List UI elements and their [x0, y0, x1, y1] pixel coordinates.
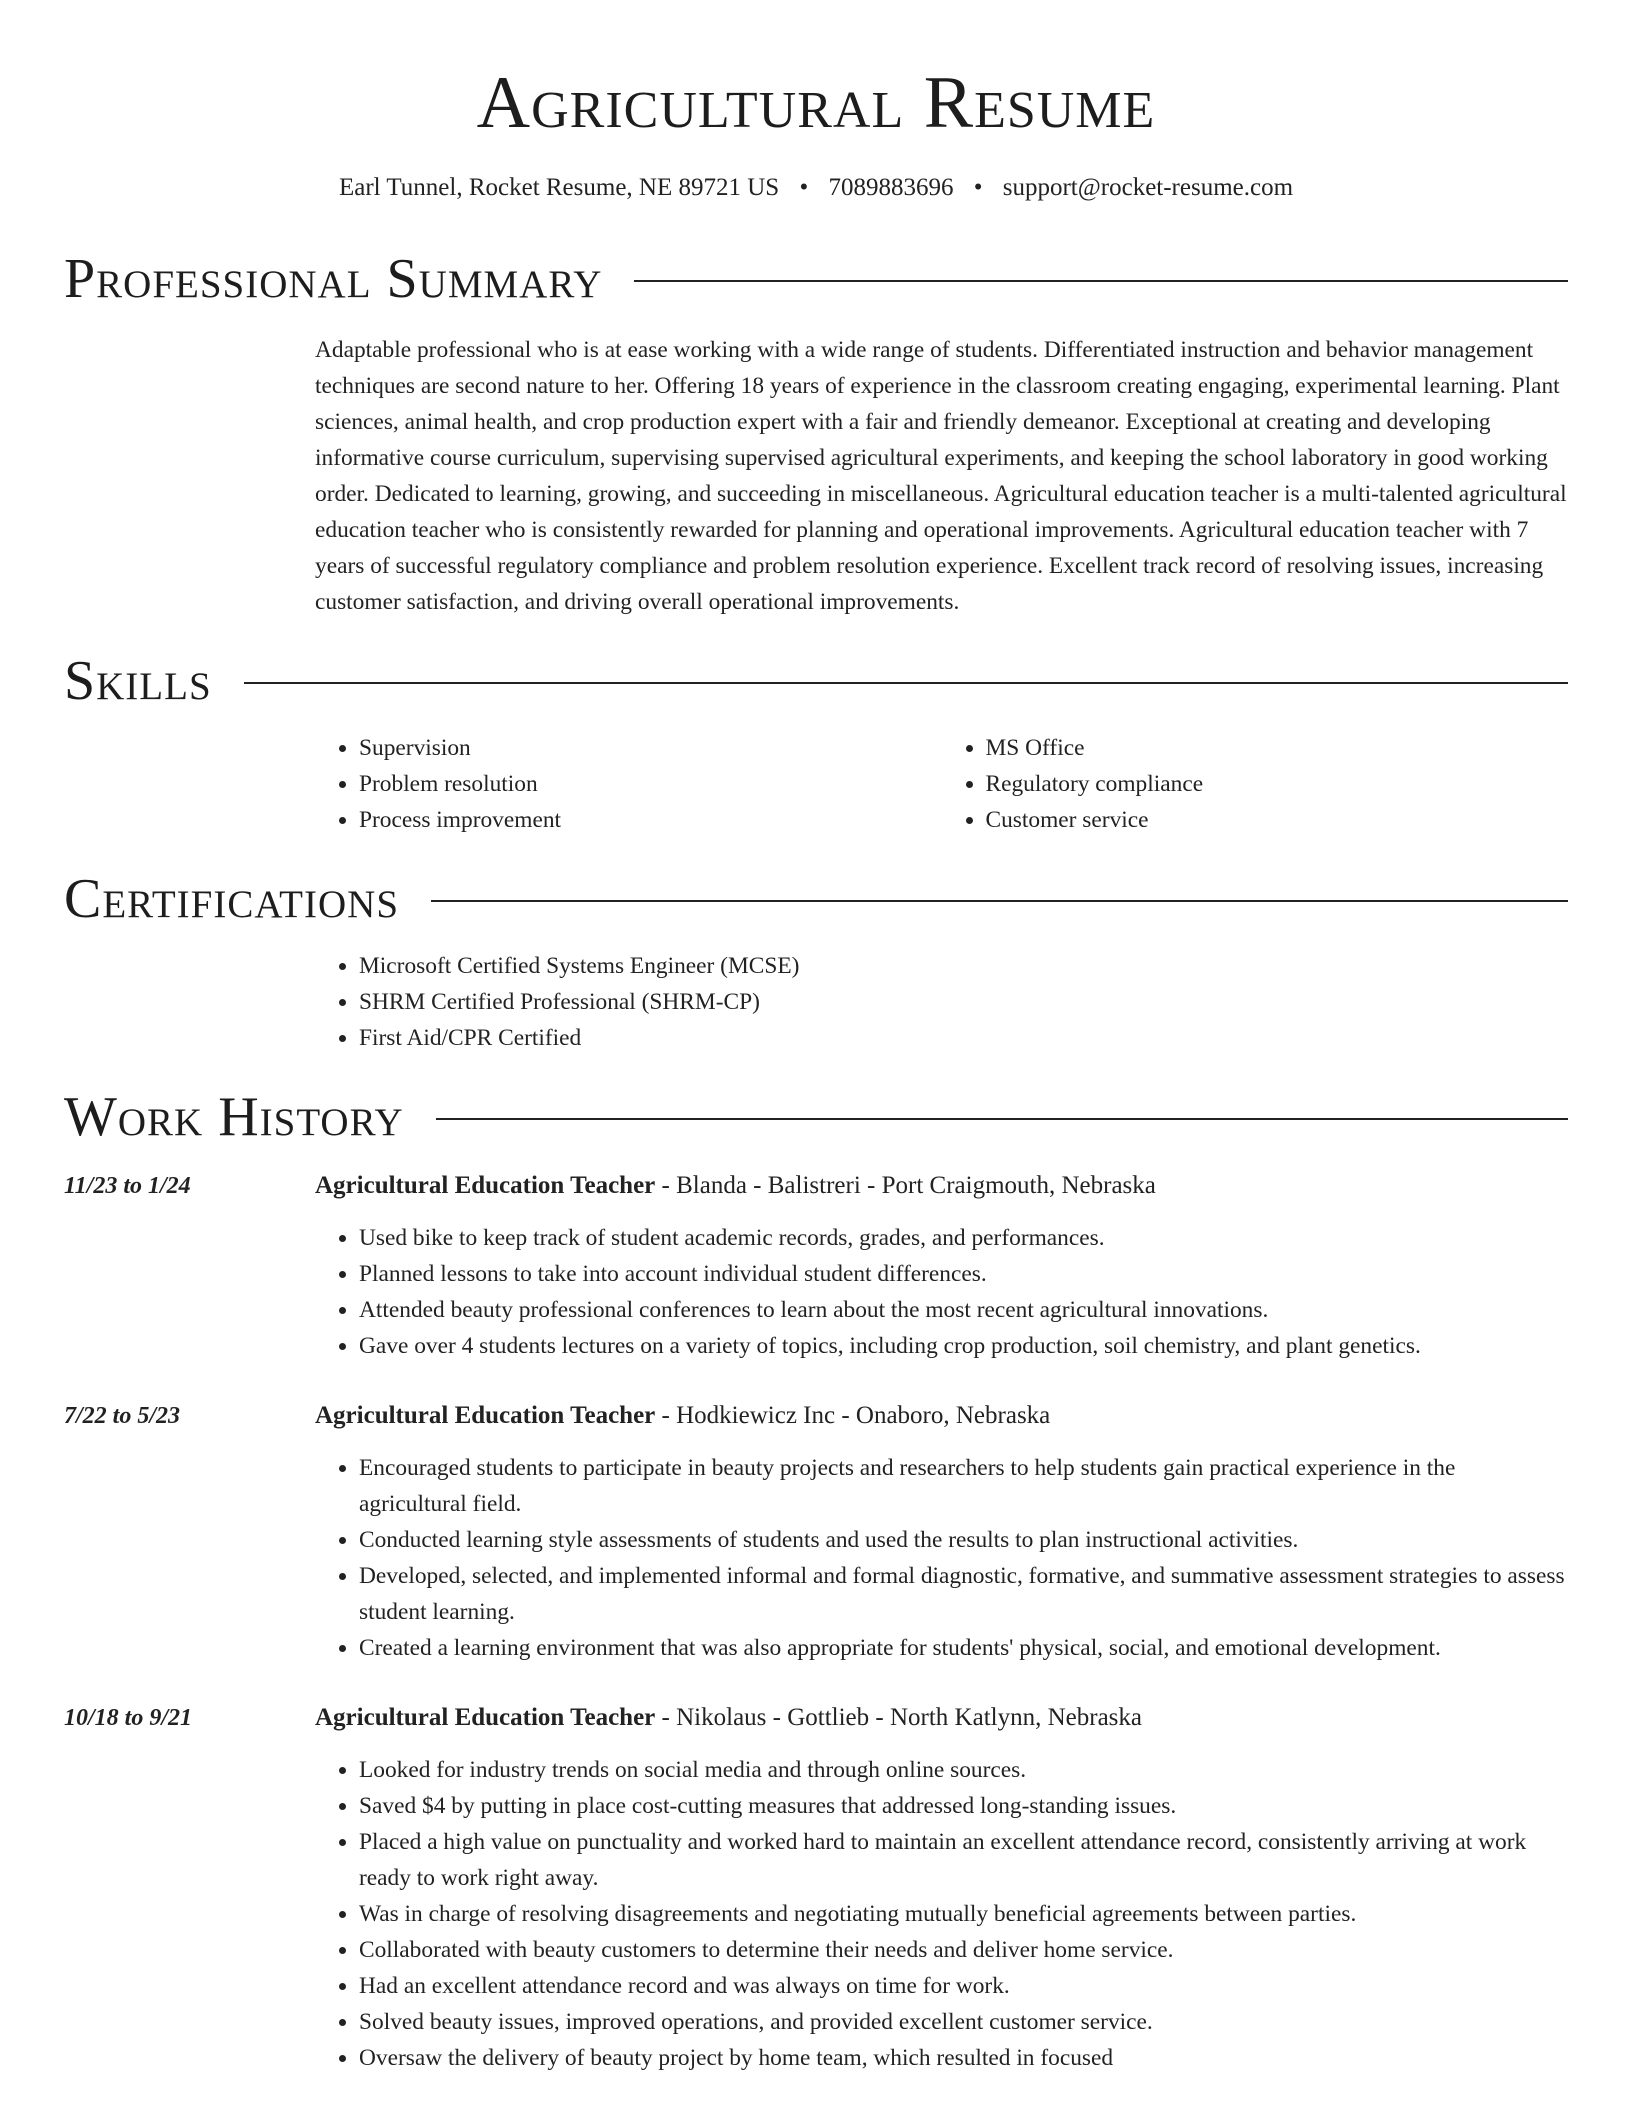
work-section-header — [64, 1086, 1568, 1148]
section-divider — [634, 280, 1568, 282]
job-bullet: • Was in charge of resolving disagreements and negotiating mutually beneficial agreements between parties. — [359, 1896, 1568, 1932]
job-bullet: • Encouraged students to participate in beauty projects and researchers to help students gain practical experience in the agricultural field. — [359, 1450, 1568, 1522]
job-role: Agricultural Education Teacher — [315, 1402, 656, 1429]
skills-section-header — [64, 650, 1568, 712]
job-entry — [64, 1168, 1568, 1364]
skill-item: • Customer service — [986, 802, 1569, 838]
certifications-heading: Certifications — [64, 868, 400, 930]
job-company: - Hodkiewicz Inc - Onaboro, Nebraska — [655, 1402, 1051, 1429]
job-dates: 7/22 to 5/23 — [64, 1403, 181, 1429]
job-entry — [64, 1398, 1568, 1666]
contact-address: Earl Tunnel, Rocket Resume, NE 89721 US — [338, 174, 780, 201]
job-header — [315, 1700, 1568, 1736]
job-bullet: • Placed a high value on punctuality and worked hard to maintain an excellent attendance record, consistently arriving at work ready to work right away. — [359, 1824, 1568, 1896]
contact-line — [64, 172, 1568, 204]
resume-page — [64, 0, 1568, 2076]
job-bullet: • Looked for industry trends on social media and through online sources. — [359, 1752, 1568, 1788]
skills-column-right — [942, 730, 1569, 838]
job-bullet: • Solved beauty issues, improved operations, and provided excellent customer service. — [359, 2004, 1568, 2040]
job-bullet: • Oversaw the delivery of beauty project by home team, which resulted in focused — [359, 2040, 1568, 2076]
skills-column-left — [315, 730, 942, 838]
skill-item: • MS Office — [986, 730, 1569, 766]
skill-item: • Problem resolution — [359, 766, 942, 802]
skill-item: • Process improvement — [359, 802, 942, 838]
job-company: - Blanda - Balistreri - Port Craigmouth, Nebraska — [655, 1172, 1156, 1199]
certification-item: • Microsoft Certified Systems Engineer (MCSE) — [359, 948, 1568, 984]
job-dates: 11/23 to 1/24 — [64, 1173, 191, 1199]
certifications-section-header — [64, 868, 1568, 930]
section-divider — [244, 682, 1568, 684]
job-header — [315, 1398, 1568, 1434]
contact-email: support@rocket-resume.com — [1002, 174, 1294, 201]
job-bullet: • Collaborated with beauty customers to determine their needs and deliver home service. — [359, 1932, 1568, 1968]
contact-separator: • — [973, 174, 983, 201]
skills-heading: Skills — [64, 650, 212, 712]
job-bullet: • Saved $4 by putting in place cost-cutting measures that addressed long-standing issues. — [359, 1788, 1568, 1824]
job-bullet: • Had an excellent attendance record and was always on time for work. — [359, 1968, 1568, 2004]
job-bullet: • Gave over 4 students lectures on a variety of topics, including crop production, soil chemistry, and plant genetics. — [359, 1328, 1568, 1364]
job-body — [315, 1168, 1568, 1364]
job-bullet: • Planned lessons to take into account individual student differences. — [359, 1256, 1568, 1292]
job-company: - Nikolaus - Gottlieb - North Katlynn, Nebraska — [655, 1704, 1142, 1731]
skill-item: • Regulatory compliance — [986, 766, 1569, 802]
summary-heading: Professional Summary — [64, 248, 603, 310]
job-bullet: • Developed, selected, and implemented informal and formal diagnostic, formative, and summative assessment strategies to assess student learning. — [359, 1558, 1568, 1630]
job-bullets — [315, 1220, 1568, 1364]
job-bullet: • Created a learning environment that was also appropriate for students' physical, social, and emotional development. — [359, 1630, 1568, 1666]
summary-text: Adaptable professional who is at ease working with a wide range of students. Differentiated instruction and behavior management techniques are second nature to her. Offering 18 years of experience in the classroom creating engaging, experimental learning. Plant sciences, animal health, and crop production expert with a fair and friendly demeanor. Exceptional at creating and developing informative course curriculum, supervising supervised agricultural experiments, and keeping the school laboratory in good working order. Dedicated to learning, growing, and succeeding in miscellaneous. Agricultural education teacher is a multi-talented agricultural education teacher who is consistently rewarded for planning and operational improvements. Agricultural education teacher with 7 years of successful regulatory compliance and problem resolution experience. Excellent track record of resolving issues, increasing customer satisfaction, and driving overall operational improvements. — [315, 337, 1567, 615]
certification-item: • First Aid/CPR Certified — [359, 1020, 1568, 1056]
job-bullet: • Conducted learning style assessments of students and used the results to plan instructional activities. — [359, 1522, 1568, 1558]
summary-section-header — [64, 248, 1568, 310]
skill-item: • Supervision — [359, 730, 942, 766]
job-role: Agricultural Education Teacher — [315, 1172, 656, 1199]
contact-separator: • — [799, 174, 809, 201]
skills-list — [315, 730, 1568, 838]
certification-item: • SHRM Certified Professional (SHRM-CP) — [359, 984, 1568, 1020]
job-body — [315, 1700, 1568, 2076]
job-bullets — [315, 1450, 1568, 1666]
contact-phone: 7089883696 — [828, 174, 954, 201]
job-dates: 10/18 to 9/21 — [64, 1705, 193, 1731]
section-divider — [431, 900, 1568, 902]
job-role: Agricultural Education Teacher — [315, 1704, 656, 1731]
resume-title: Agricultural Resume — [476, 62, 1156, 144]
job-bullet: • Attended beauty professional conferences to learn about the most recent agricultural innovations. — [359, 1292, 1568, 1328]
certifications-list — [315, 948, 1568, 1056]
section-divider — [436, 1118, 1568, 1120]
job-bullets — [315, 1752, 1568, 2076]
job-body — [315, 1398, 1568, 1666]
work-heading: Work History — [64, 1086, 404, 1148]
job-bullet: • Used bike to keep track of student academic records, grades, and performances. — [359, 1220, 1568, 1256]
job-header — [315, 1168, 1568, 1204]
job-entry — [64, 1700, 1568, 2076]
work-history-list — [64, 1168, 1568, 2076]
